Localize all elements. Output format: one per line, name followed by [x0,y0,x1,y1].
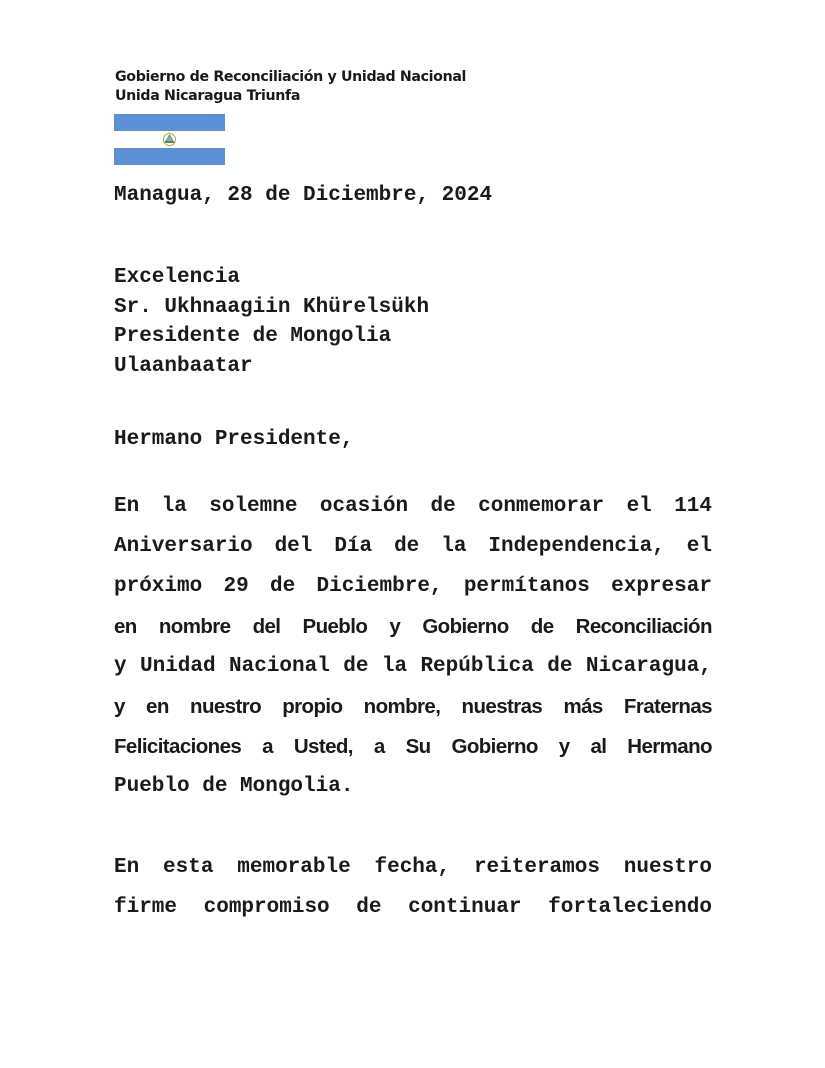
paragraph-word: Diciembre, [316,575,443,598]
paragraph-word: Aniversario [114,535,253,558]
paragraph-word: el [686,535,712,558]
paragraph-word: Hermano [627,735,712,758]
paragraph-line: Pueblo de Mongolia. [114,775,354,798]
paragraph-word: expresar [611,575,712,598]
paragraph-word: nombre [158,615,231,638]
paragraph-word: reiteramos [473,856,600,879]
paragraph-word: de [394,535,420,558]
paragraph-line [114,888,712,928]
paragraph-word: y [389,615,401,638]
recipient-title: Excelencia [114,266,241,289]
paragraph-line [114,607,712,647]
paragraph-word: 114 [674,495,712,518]
paragraph-word: fecha, [374,856,451,879]
paragraph-word: Unidad [140,655,216,678]
paragraph-congratulations [114,487,712,807]
paragraph-word: y [558,735,570,758]
nicaragua-flag-icon [114,114,225,165]
paragraph-word: En [114,856,140,879]
paragraph-word: Independencia, [488,535,665,558]
paragraph-word: el [626,495,652,518]
paragraph-word: de [547,655,573,678]
paragraph-word: Nicaragua, [585,655,712,678]
paragraph-word: propio [282,695,343,718]
paragraph-commitment [114,848,712,928]
paragraph-word: memorable [237,856,351,879]
paragraph-word: a [373,735,385,758]
government-header [115,68,466,106]
paragraph-word: permítanos [463,575,590,598]
paragraph-word: República [420,655,534,678]
paragraph-word: y [114,695,125,718]
paragraph-word: Gobierno [422,615,509,638]
paragraph-word: la [381,655,408,678]
recipient-block [114,263,429,382]
paragraph-word: firme [114,896,178,919]
paragraph-word: nuestro [623,856,712,879]
paragraph-line [114,527,712,567]
paragraph-line [114,647,712,687]
paragraph-word: Día [334,535,373,558]
paragraph-word: conmemorar [478,495,605,518]
paragraph-word: nuestro [190,695,261,718]
paragraph-word: continuar [408,896,522,919]
recipient-position: Presidente de Mongolia [114,325,392,349]
paragraph-word: fortaleciendo [548,896,712,919]
paragraph-word: esta [163,856,214,879]
paragraph-word: Pueblo [302,615,368,638]
paragraph-word: Gobierno [451,735,538,758]
government-slogan: Unida Nicaragua Triunfa [115,88,301,104]
paragraph-word: nuestras [461,695,543,718]
paragraph-word: más [563,695,603,718]
paragraph-word: al [590,735,607,758]
paragraph-word: próximo [114,575,203,598]
paragraph-word: en [146,695,169,718]
paragraph-word: de [356,896,382,919]
paragraph-word: de [343,655,369,678]
paragraph-word: En [114,495,140,518]
paragraph-word: Felicitaciones [114,735,242,758]
paragraph-line [114,567,712,607]
paragraph-word: solemne [209,495,298,518]
paragraph-line [114,727,712,767]
paragraph-word: en [114,615,137,638]
government-name: Gobierno de Reconciliación y Unidad Nacional [115,69,467,85]
paragraph-word: la [441,535,467,558]
paragraph-word: Nacional [229,655,330,678]
paragraph-word: compromiso [203,896,330,919]
paragraph-word: ocasión [319,495,409,518]
letter-date: Managua, 28 de Diciembre, 2024 [114,184,493,207]
paragraph-word: 29 [223,575,249,598]
paragraph-word: Reconciliación [575,615,712,638]
paragraph-word: de [430,495,456,518]
paragraph-word: del [252,615,281,638]
paragraph-line [114,687,712,727]
paragraph-word: Fraternas [623,695,712,718]
paragraph-word: de [270,575,296,598]
paragraph-word: de [530,615,554,638]
salutation: Hermano Presidente, [114,428,354,451]
recipient-city: Ulaanbaatar [114,355,253,379]
paragraph-line [114,487,712,527]
paragraph-word: Su [405,735,431,758]
paragraph-word: nombre, [363,695,441,718]
paragraph-word: del [274,535,313,558]
paragraph-word: Usted, [293,735,353,758]
paragraph-word: y [114,655,127,678]
paragraph-word: a [262,735,273,758]
paragraph-word: la [161,495,187,518]
paragraph-line [114,848,712,888]
recipient-name: Sr. Ukhnaagiin Khürelsükh [114,295,430,319]
